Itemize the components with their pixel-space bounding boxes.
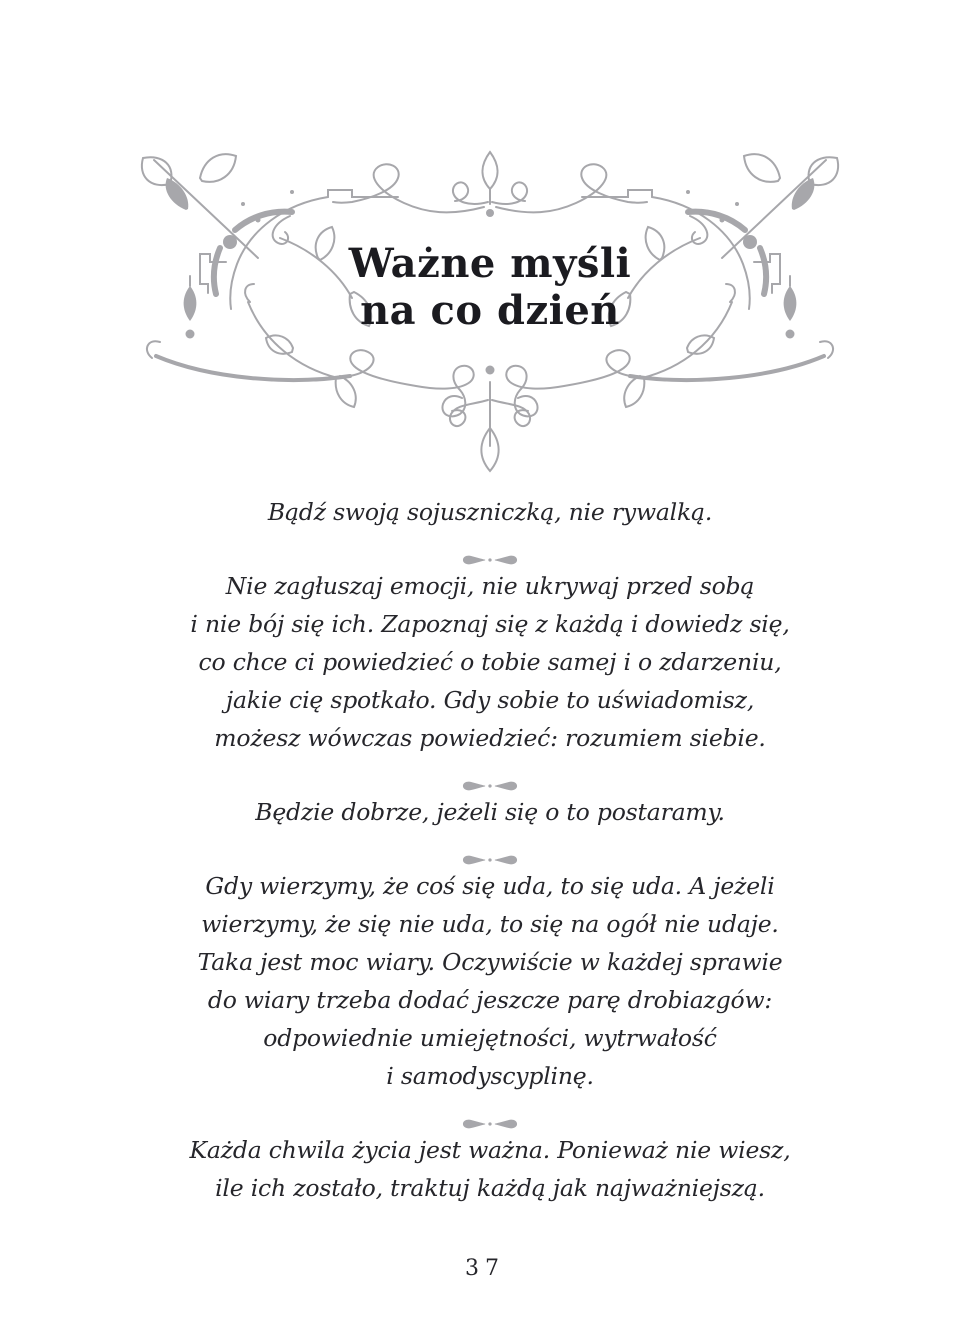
quote-line: do wiary trzeba dodać jeszcze parę drobiazgów: xyxy=(207,986,773,1014)
quote-line: odpowiednie umiejętności, wytrwałość xyxy=(263,1024,717,1052)
quote-divider xyxy=(461,541,519,557)
quote-line: możesz wówczas powiedzieć: rozumiem siebie. xyxy=(214,724,766,752)
chapter-title-line1: Ważne myśli xyxy=(348,240,632,287)
chapter-title-line2: na co dzień xyxy=(360,287,620,334)
quote-paragraph xyxy=(142,867,838,1095)
quote-paragraph xyxy=(142,493,838,531)
fleur-top-icon xyxy=(453,152,527,217)
quote-line: i samodyscyplinę. xyxy=(386,1062,594,1090)
header-flourish-ornament xyxy=(140,146,840,478)
quote-paragraph xyxy=(142,793,838,831)
quote-line: Taka jest moc wiary. Oczywiście w każdej sprawie xyxy=(197,948,783,976)
quote-paragraph xyxy=(142,1131,838,1207)
quote-line: i nie bój się ich. Zapoznaj się z każdą i dowiedz się, xyxy=(190,610,790,638)
quote-divider xyxy=(461,841,519,857)
quotes-section xyxy=(142,493,838,1207)
quote-line: Bądź swoją sojuszniczką, nie rywalką. xyxy=(267,498,713,526)
quote-line: ile ich zostało, traktuj każdą jak najważniejszą. xyxy=(215,1174,765,1202)
quote-divider xyxy=(461,767,519,783)
quote-line: jakie cię spotkało. Gdy sobie to uświadomisz, xyxy=(225,686,755,714)
quote-paragraph xyxy=(142,567,838,757)
quote-line: Będzie dobrze, jeżeli się o to postaramy. xyxy=(255,798,725,826)
quote-divider xyxy=(461,1105,519,1121)
quote-line: co chce ci powiedzieć o tobie samej i o zdarzeniu, xyxy=(198,648,782,676)
chapter-title xyxy=(140,240,840,334)
page-number: 37 xyxy=(465,1256,505,1281)
leaf-divider-icon xyxy=(461,1116,519,1132)
quote-line: Nie zagłuszaj emocji, nie ukrywaj przed sobą xyxy=(225,572,755,600)
leaf-divider-icon xyxy=(461,552,519,568)
quote-line: Każda chwila życia jest ważna. Ponieważ nie wiesz, xyxy=(189,1136,791,1164)
leaf-divider-icon xyxy=(461,778,519,794)
leaf-divider-icon xyxy=(461,852,519,868)
quote-line: wierzymy, że się nie uda, to się na ogół nie udaje. xyxy=(201,910,779,938)
fleur-bottom-icon xyxy=(450,366,530,472)
quote-line: Gdy wierzymy, że coś się uda, to się uda. A jeżeli xyxy=(205,872,775,900)
